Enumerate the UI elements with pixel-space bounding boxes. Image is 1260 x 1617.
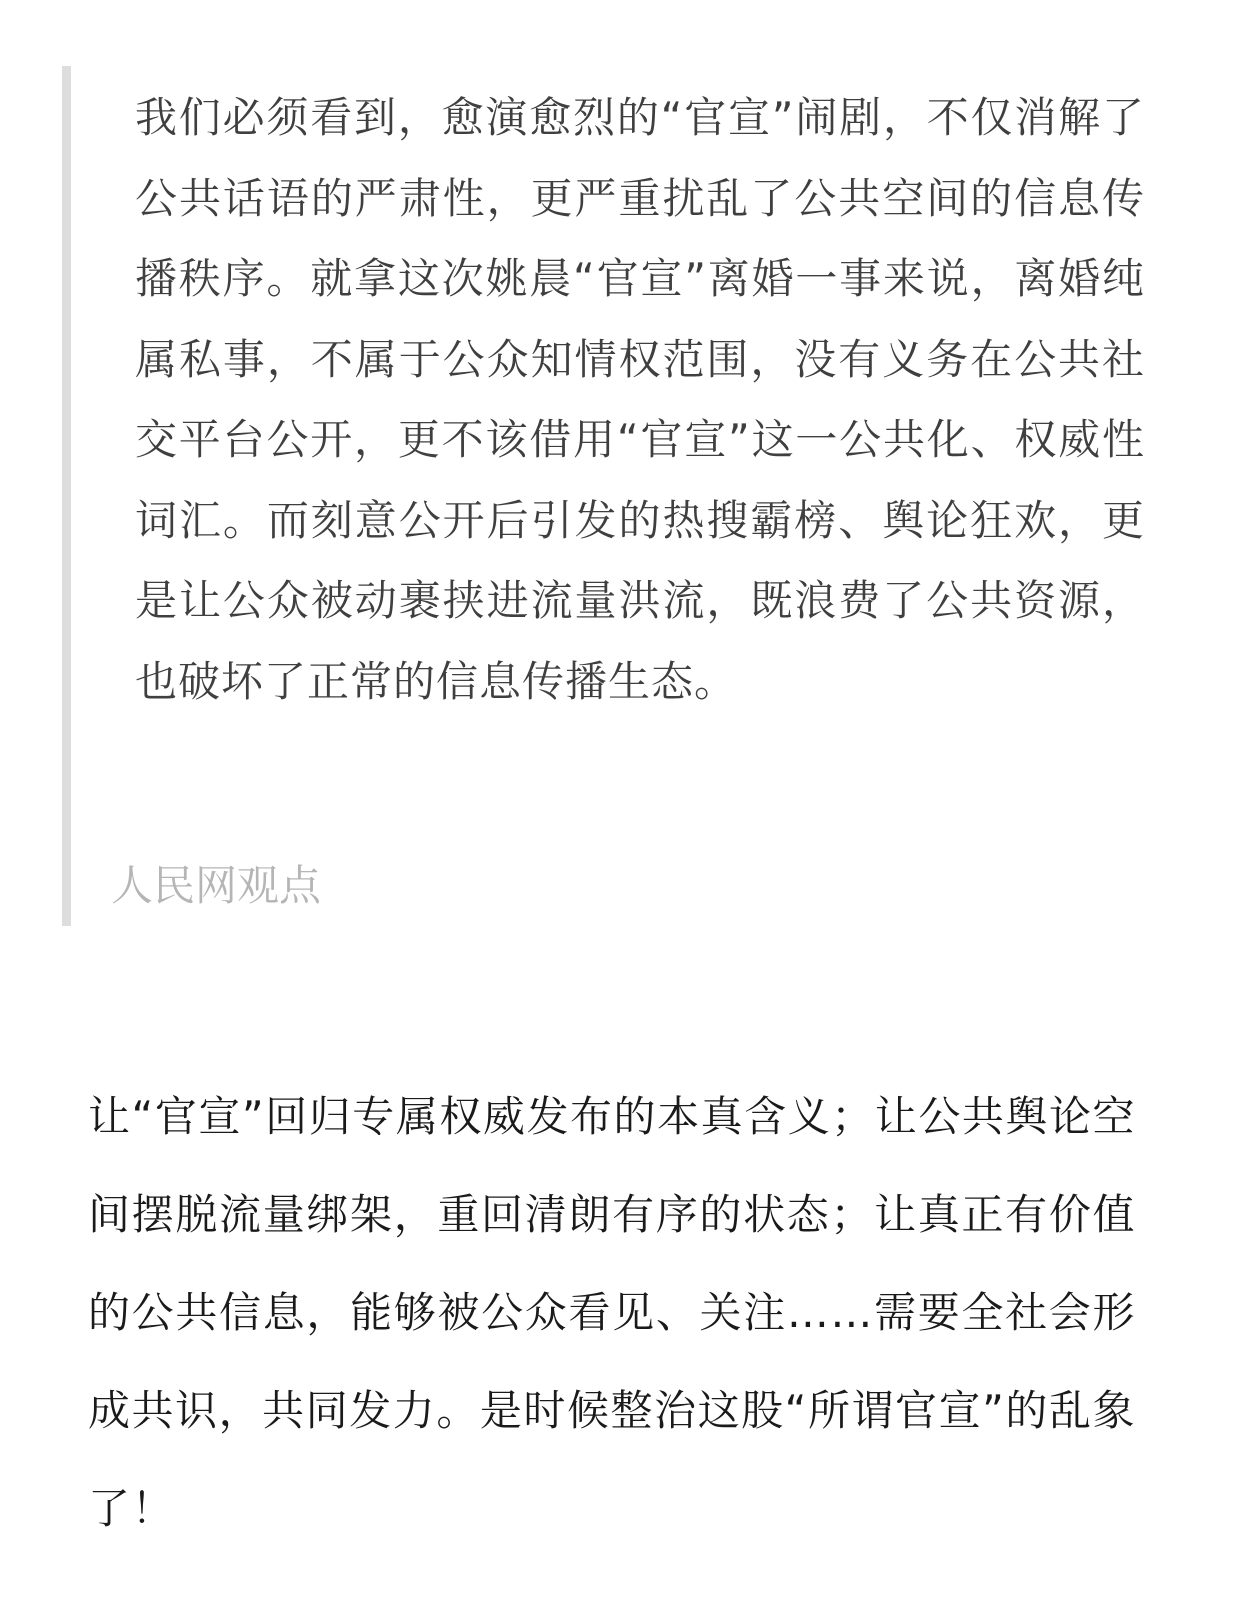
blockquote [62,66,1172,926]
quote-source: 人民网观点 [111,861,322,910]
quote-text: 我们必须看到，愈演愈烈的“官宣”闹剧，不仅消解了公共话语的严肃性，更严重扰乱了公共空间的信息传播秩序。就拿这次姚晨“官宣”离婚一事来说，离婚纯属私事，不属于公众知情权范围，没有义务在公共社交平台公开，更不该借用“官宣”这一公共化、权威性词汇。而刻意公开后引发的热搜霸榜、舆论狂欢，更是让公众被动裹挟进流量洪流，既浪费了公共资源，也破坏了正常的信息传播生态。 [135,93,1145,706]
article-paragraph: 让“官宣”回归专属权威发布的本真含义；让公共舆论空间摆脱流量绑架，重回清朗有序的状态；让真正有价值的公共信息，能够被公众看见、关注……需要全社会形成共识，共同发力。是时候整治这股“所谓官宣”的乱象了！ [88,1092,1136,1533]
